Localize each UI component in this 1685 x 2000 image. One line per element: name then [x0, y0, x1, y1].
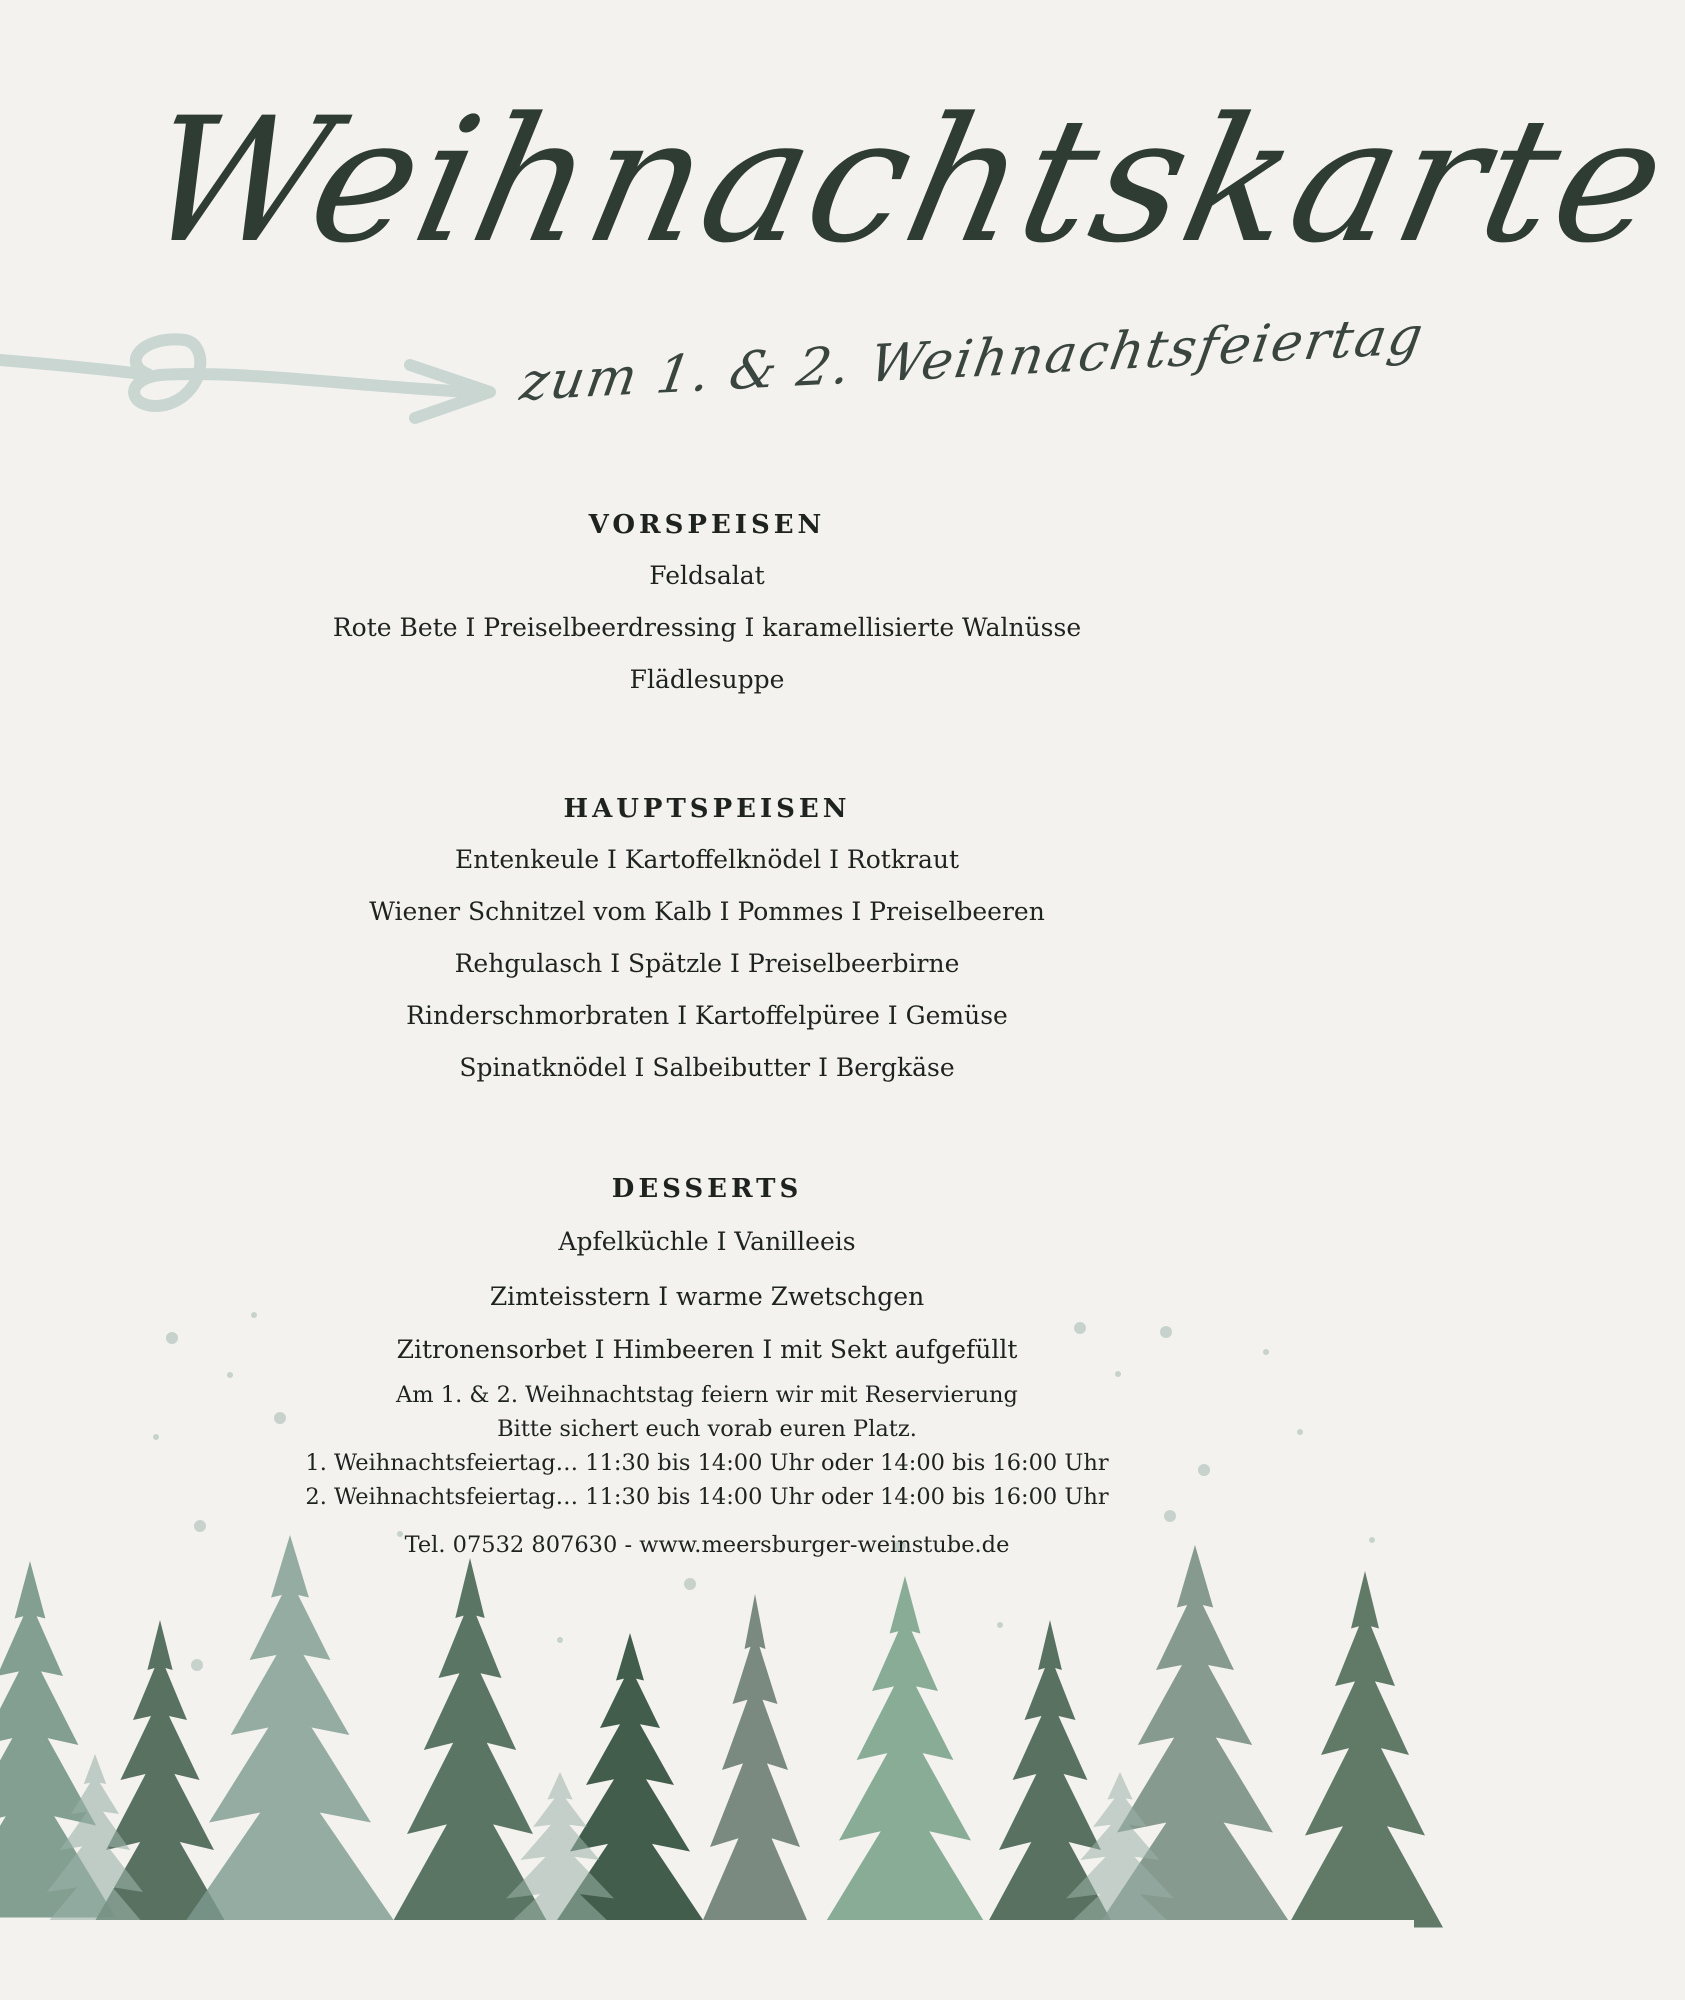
- section-title: VORSPEISEN: [588, 510, 826, 540]
- page-title: Weihnachtskarte: [128, 80, 1685, 281]
- header: [0, 0, 1685, 440]
- subtitle: zum 1. & 2. Weihnachtsfeiertag: [516, 306, 1429, 413]
- menu-item: Flädlesuppe: [629, 665, 785, 694]
- contact-line: Tel. 07532 807630 - www.meersburger-weinstube.de: [404, 1532, 1010, 1558]
- menu-item: Feldsalat: [649, 561, 765, 590]
- menu-item: Rote Bete I Preiselbeerdressing I karamellisierte Walnüsse: [332, 613, 1082, 642]
- menu-item: Spinatknödel I Salbeibutter I Bergkäse: [459, 1053, 955, 1082]
- menu-item: Rinderschmorbraten I Kartoffelpüree I Gemüse: [406, 1001, 1008, 1030]
- section-hauptspeisen: [0, 784, 1414, 1094]
- menu-item: Zitronensorbet I Himbeeren I mit Sekt aufgefüllt: [396, 1335, 1018, 1364]
- menu-list: [0, 500, 1414, 1376]
- menu-item: Zimteisstern I warme Zwetschgen: [489, 1282, 925, 1311]
- menu-item: Rehgulasch I Spätzle I Preiselbeerbirne: [454, 949, 960, 978]
- menu-item: Entenkeule I Kartoffelknödel I Rotkraut: [454, 845, 960, 874]
- arrow-right-icon: [0, 320, 520, 430]
- info-line: Bitte sichert euch vorab euren Platz.: [497, 1416, 917, 1442]
- pine-forest: [0, 1530, 1414, 1930]
- info-line: 2. Weihnachtsfeiertag… 11:30 bis 14:00 Uhr oder 14:00 bis 16:00 Uhr: [305, 1484, 1109, 1510]
- ground: [0, 1920, 1414, 2000]
- info-line: 1. Weihnachtsfeiertag… 11:30 bis 14:00 Uhr oder 14:00 bis 16:00 Uhr: [305, 1450, 1109, 1476]
- section-desserts: [0, 1164, 1414, 1376]
- menu-item: Apfelküchle I Vanilleeis: [558, 1227, 856, 1256]
- info-line: Am 1. & 2. Weihnachtstag feiern wir mit Reservierung: [396, 1382, 1018, 1408]
- pine-tree-icon: [0, 1535, 1443, 1943]
- menu-item: Wiener Schnitzel vom Kalb I Pommes I Preiselbeeren: [369, 897, 1045, 926]
- section-title: DESSERTS: [611, 1174, 803, 1204]
- section-title: HAUPTSPEISEN: [563, 794, 851, 824]
- section-vorspeisen: [0, 500, 1414, 706]
